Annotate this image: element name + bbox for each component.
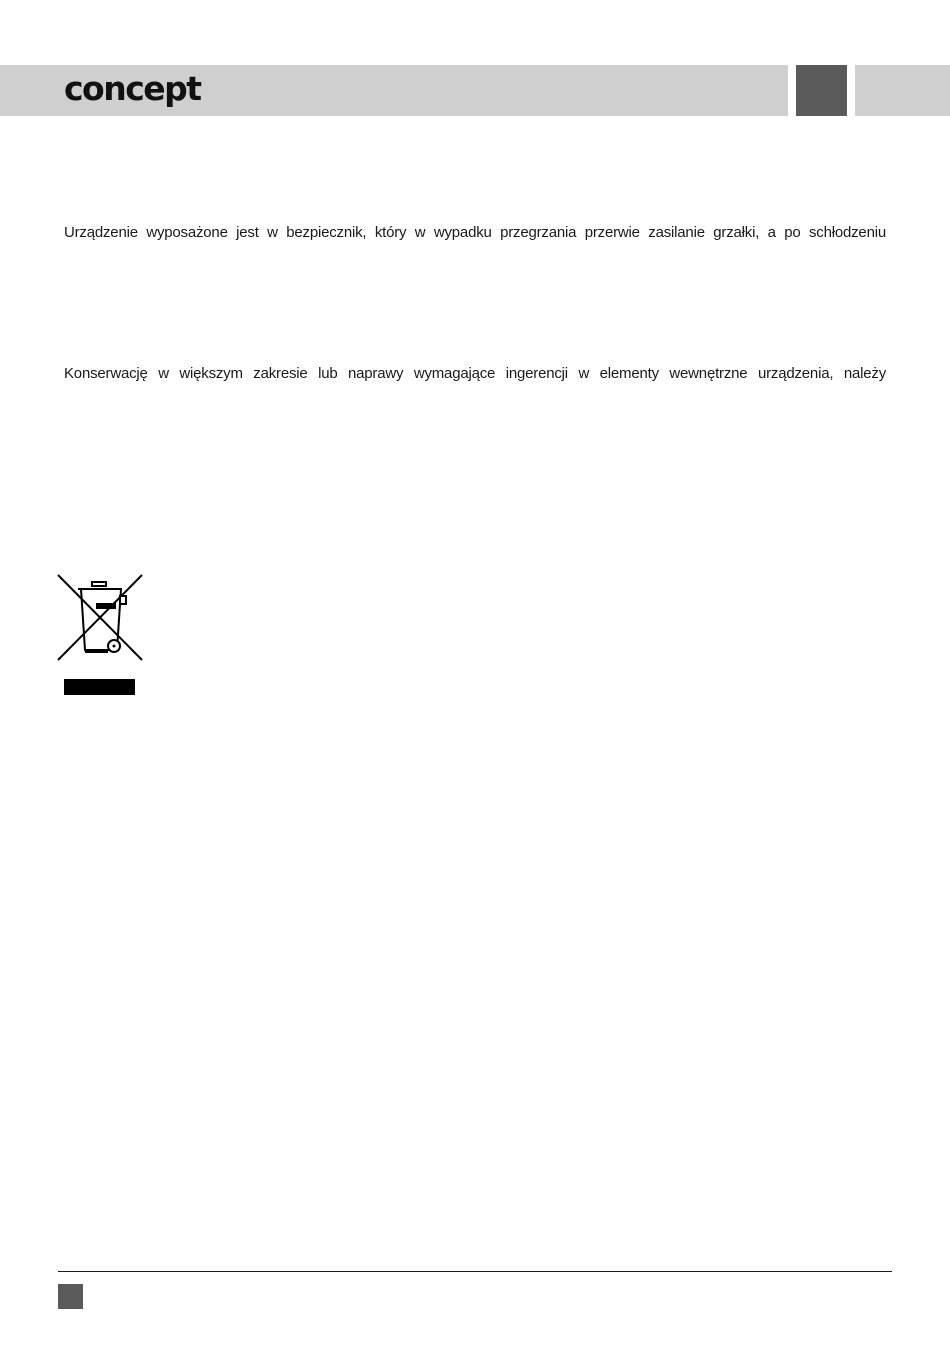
header-bar-end (855, 65, 950, 116)
section-tab (796, 65, 847, 116)
paragraph-fuse: Urządzenie wyposażone jest w bezpiecznik, który w wypadku przegrzania przerwie zasilanie grzałki, a po schłodzeniu (64, 224, 886, 241)
svg-text:concept: concept (64, 74, 201, 108)
footer-rule (58, 1271, 892, 1272)
paragraph-maintenance: Konserwację w większym zakresie lub naprawy wymagające ingerencji w elementy wewnętrzne urządzenia, należy (64, 365, 886, 382)
brand-logo (64, 74, 226, 108)
footer-page-marker (58, 1284, 83, 1309)
weee-bar (64, 679, 135, 695)
crossed-out-wheelie-bin-icon (54, 572, 146, 664)
